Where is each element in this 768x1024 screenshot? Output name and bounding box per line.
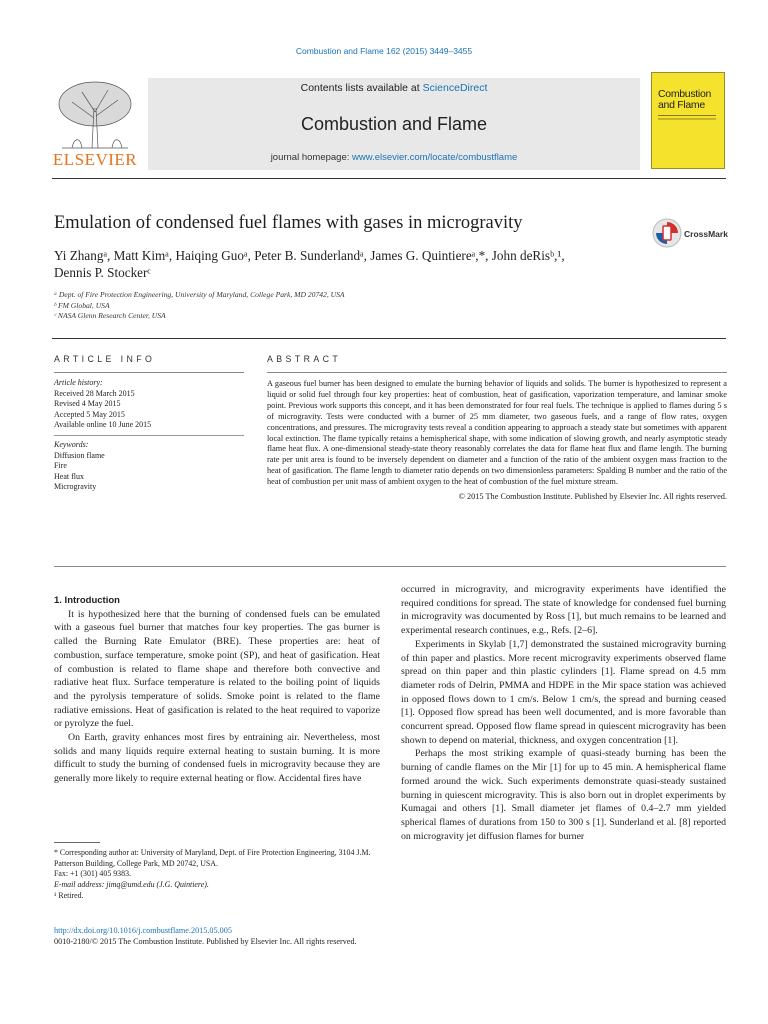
tree-icon	[52, 78, 138, 150]
journal-citation[interactable]: Combustion and Flame 162 (2015) 3449–3455	[295, 46, 473, 56]
authors-line-1: Yi Zhangᵃ, Matt Kimᵃ, Haiqing Guoᵃ, Peter B. Sunderlandᵃ, James G. Quintiereᵃ,*, John deRisᵇ,¹,	[54, 248, 565, 263]
doi-block	[54, 925, 554, 947]
article-info-heading: ARTICLE INFO	[54, 354, 156, 364]
header-rule	[52, 178, 726, 179]
crossmark-icon[interactable]	[652, 218, 682, 248]
affiliations	[54, 290, 654, 322]
abstract-copyright: © 2015 The Combustion Institute. Published by Elsevier Inc. All rights reserved.	[458, 492, 727, 502]
keywords-label: Keywords:	[54, 439, 89, 449]
cover-band	[658, 118, 716, 120]
journal-banner	[148, 78, 640, 170]
abstract-end-rule	[54, 566, 726, 567]
doi-link[interactable]: http://dx.doi.org/10.1016/j.combustflame.2015.05.005	[54, 926, 232, 935]
elsevier-logo	[52, 78, 138, 170]
body-paragraph: It is hypothesized here that the burning of condensed fuels can be emulated with a gaseous fuel burner that matches four key properties. The gas burner is called the Burning Rate Emulator (BRE). These properties are: heat of combustion, surface temperature, smoke point (SP), and heat of gasification. Heat of combustion is related to flame shape and therefore both convective and radiative heat flux. Surface temperature is related to the boiling point of liquids and the pyrolysis temperature of solids. Smoke point is related to the flame radiative emissions. Heat of gasification is related to the heat required to vaporize or pyrolyze the fuel.	[54, 608, 380, 730]
history-item: Accepted 5 May 2015	[54, 409, 125, 419]
info-rule	[54, 372, 244, 373]
authors-line-2: Dennis P. Stockerᶜ	[54, 265, 151, 280]
cover-title-line-2: and Flame	[658, 99, 705, 111]
author-list	[54, 247, 654, 281]
section-heading: 1. Introduction	[54, 595, 120, 606]
history-item: Revised 4 May 2015	[54, 399, 121, 409]
body-paragraph: occurred in microgravity, and microgravity experiments have identified the required conditions for spread. The state of knowledge for condensed fuel burning in microgravity was documented by Ross [1], but much remains to be learned and experimental research continues, e.g., Refs. [2–6].	[401, 584, 726, 637]
paper-title: Emulation of condensed fuel flames with gases in microgravity	[54, 213, 523, 233]
affiliation: ᵇ FM Global, USA	[54, 300, 110, 310]
body-right-column	[401, 583, 726, 843]
sciencedirect-link[interactable]: ScienceDirect	[422, 82, 488, 94]
keyword: Microgravity	[54, 482, 97, 492]
keyword: Diffusion flame	[54, 450, 105, 460]
cover-title	[658, 89, 711, 111]
footnote: Fax: +1 (301) 405 9383.	[54, 869, 131, 879]
publisher-wordmark: ELSEVIER	[52, 150, 138, 169]
homepage-line	[148, 152, 640, 163]
footnotes	[54, 848, 384, 902]
body-paragraph: Experiments in Skylab [1,7] demonstrated the sustained microgravity burning of thin paper and plastics. More recent microgravity experiments observed flame spread on thin paper and thin plastic cylinders [1]. Flame spread on 4.5 mm diameter rods of Delrin, PMMA and HDPE in the Mir space station was achieved in opposed flows down to 1 cm/s. Below 1 cm/s, the spread and burning ceased [1]. Opposed flow spread has been well documented, and is more favorable than concurrent spread. Opposed flow flame spread in quiescent microgravity has been shown to depend on material, thickness, and oxygen concentration [1].	[401, 638, 726, 746]
crossmark-label[interactable]: CrossMark	[684, 229, 728, 239]
keyword: Fire	[54, 461, 67, 471]
abstract-body	[267, 379, 727, 503]
issn-line: 0010-2180/© 2015 The Combustion Institute. Published by Elsevier Inc. All rights reserved.	[54, 937, 357, 946]
body-left-column	[54, 594, 380, 786]
history-label: Article history:	[54, 378, 103, 387]
body-paragraph: Perhaps the most striking example of quasi-steady burning has been the burning of candle flames on the Mir [1] for up to 45 min. A hemispherical flame formed around the wick. Such experiments demonstrate quasi-steady sustained burning in quiescent microgravity. This is also born out in droplet experiments by Kumagai and others [1]. Small diameter jet flames of 0.4–2.7 mm yielded spherical flames of durations from 150 to 300 s [1]. Sunderland et al. [8] reported on microgravity jet diffusion flames for burner	[401, 748, 726, 842]
footnote: ¹ Retired.	[54, 890, 84, 900]
journal-title: Combustion and Flame	[300, 114, 488, 134]
abstract-heading: ABSTRACT	[267, 354, 342, 364]
cover-title-line-1: Combustion	[658, 88, 712, 100]
contents-prefix: Contents lists available at	[300, 82, 423, 94]
affiliation-rule	[52, 338, 726, 339]
journal-cover[interactable]	[651, 72, 725, 169]
body-paragraph: On Earth, gravity enhances most fires by entraining air. Nevertheless, most solids and many liquids require external heating to sustain burning. It is more difficult to study the burning of condensed fuels in microgravity because they are generally more likely to require external heating or flow. Accidental fires have	[54, 732, 380, 785]
footnote-rule	[54, 842, 100, 843]
keyword: Heat flux	[54, 471, 84, 481]
contents-line	[148, 82, 640, 94]
affiliation: ᵃ Dept. of Fire Protection Engineering, University of Maryland, College Park, MD 20742, USA	[54, 290, 345, 299]
abstract-rule	[267, 372, 727, 373]
history-item: Received 28 March 2015	[54, 388, 135, 398]
homepage-link[interactable]: www.elsevier.com/locate/combustflame	[352, 152, 518, 163]
footnote: * Corresponding author at: University of Maryland, Dept. of Fire Protection Engineering, 3104 J.M. Patterson Building, College Park, MD 20742, USA.	[54, 848, 371, 868]
cover-rule	[658, 115, 716, 116]
history-item: Available online 10 June 2015	[54, 420, 152, 430]
footnote-email[interactable]: E-mail address: jimq@umd.edu (J.G. Quintiere).	[54, 880, 209, 890]
homepage-prefix: journal homepage:	[270, 152, 353, 163]
article-info	[54, 378, 244, 493]
info-separator	[54, 435, 244, 436]
abstract-text: A gaseous fuel burner has been designed to emulate the burning behavior of liquids and solids. The burner is hypothesized to represent a liquid or solid fuel through four key properties: heat of combustion, heat of gasification, vaporization temperature, and laminar smoke point. Previous work supports this concept, and it has been demonstrated for four real fuels. The technique is applied to flames during 5 s of microgravity. Tests were conducted with a burner of 25 mm diameter, two gaseous fuels, and a range of flow rates, oxygen concentrations, and pressures. The microgravity tests reveal a condition appearing to approach a steady state but sometimes with apparent local extinction. The flame typically retains a hemispherical shape, with some indication of slowing growth, and nearly asymptotic steady flame heat flux. A one-dimensional steady-state theory reasonably correlates the data for flame heat flux and flame length. The burning rate per unit area is found to be inversely dependent on diameter and a function of the ratio of the ambient oxygen mass fraction to the heat of gasification. The flame length to diameter ratio depends on two dimensionless parameters: Spalding B number and the ratio of the heat of combustion per unit mass of ambient oxygen to the heat of combustion of the fuel mixture stream.	[267, 379, 727, 487]
affiliation: ᶜ NASA Glenn Research Center, USA	[54, 311, 166, 320]
